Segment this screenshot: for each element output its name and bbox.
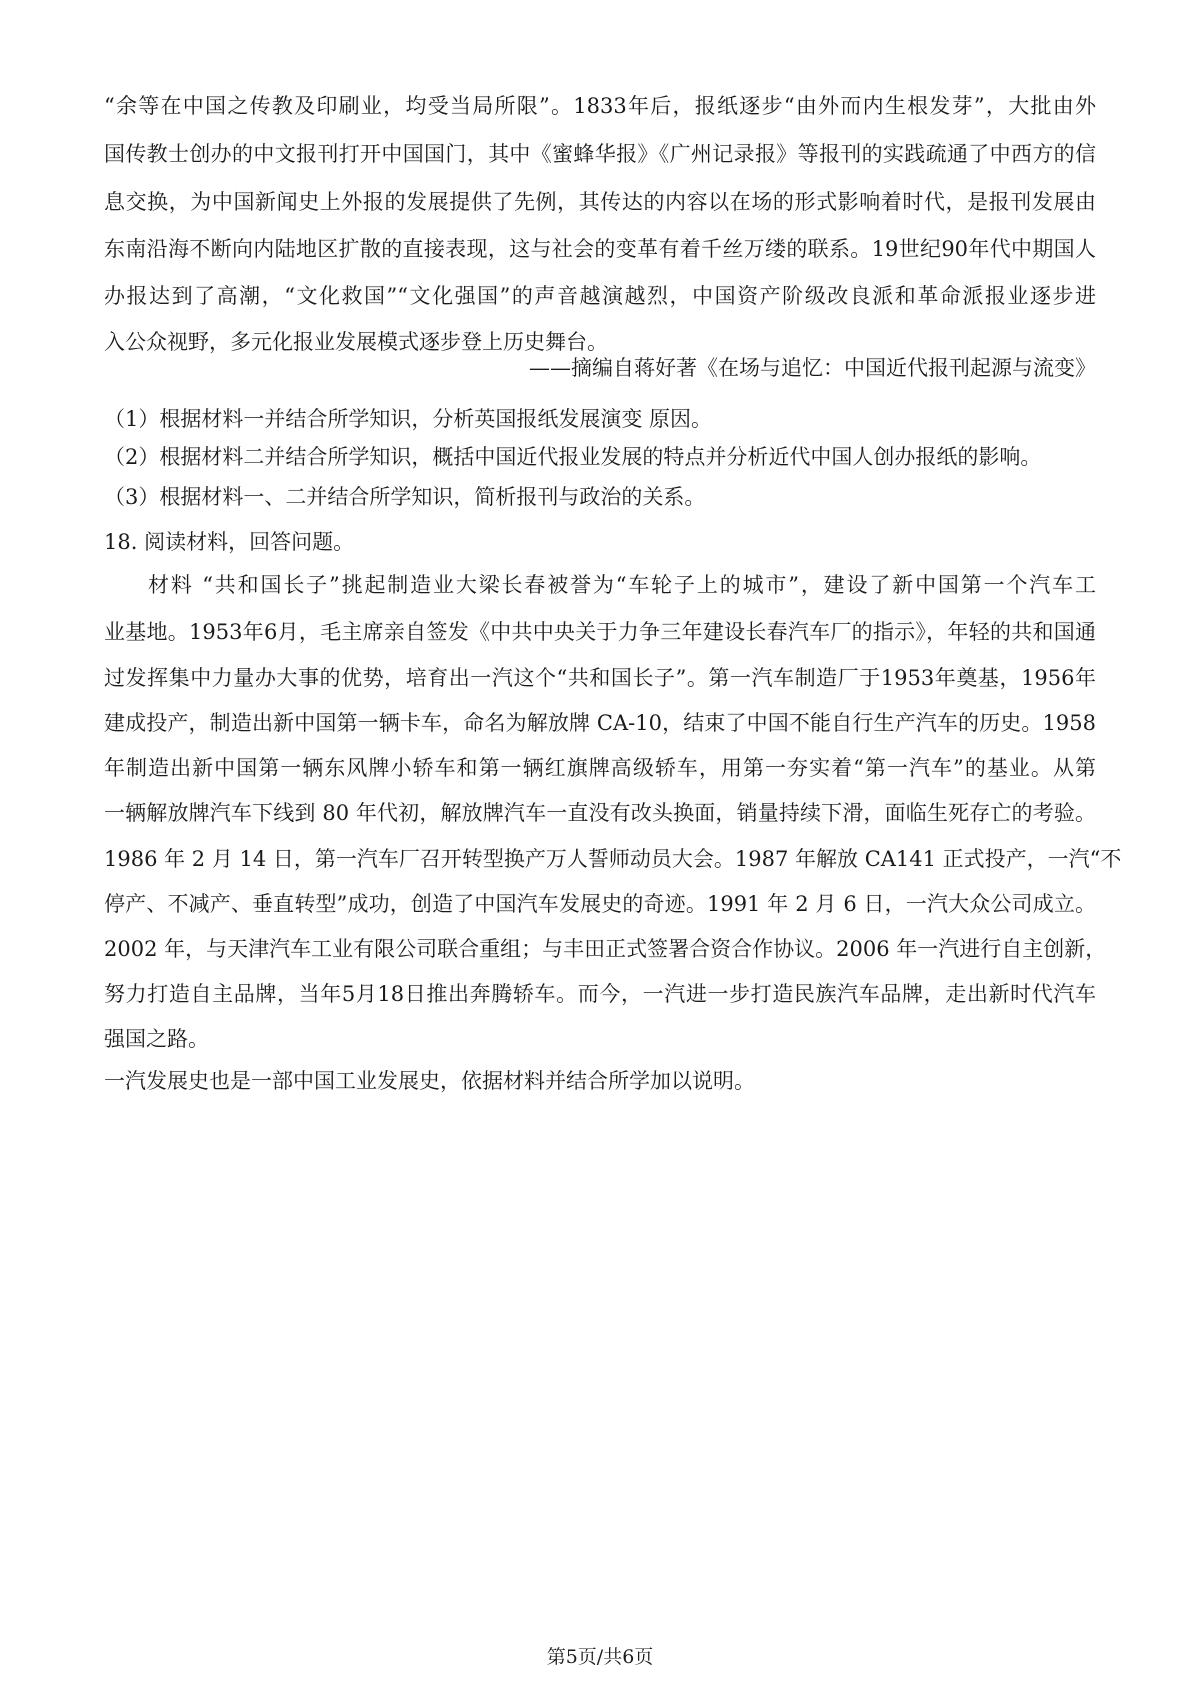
material-line: 1986 年 2 月 14 日，第一汽车厂召开转型换产万人誓师动员大会。1987 年解放 CA141 正式投产，一汽“不	[104, 847, 1122, 871]
material-line: 强国之路。	[104, 1027, 209, 1051]
material-line: 入公众视野，多元化报业发展模式逐步登上历史舞台。	[104, 330, 608, 354]
material-line: 业基地。1953年6月，毛主席亲自签发《中共中央关于力争三年建设长春汽车厂的指示》，年轻的共和国通	[104, 620, 1096, 644]
sub-question-2: （2）根据材料二并结合所学知识，概括中国近代报业发展的特点并分析近代中国人创办报纸的影响。	[104, 445, 1042, 469]
page-number: 第5页/共6页	[546, 1646, 654, 1668]
question-18-prompt: 一汽发展史也是一部中国工业发展史，依据材料并结合所学加以说明。	[104, 1069, 755, 1093]
question-18-heading: 18. 阅读材料，回答问题。	[104, 530, 355, 554]
material-line: 过发挥集中力量办大事的优势，培育出一汽这个“共和国长子”。第一汽车制造厂于1953年奠基，1956年	[104, 666, 1096, 690]
material-line: 一辆解放牌汽车下线到 80 年代初，解放牌汽车一直没有改头换面，销量持续下滑，面临生死存亡的考验。	[104, 801, 1096, 825]
material-line: 办报达到了高潮，“文化救国”“文化强国”的声音越演越烈，中国资产阶级改良派和革命派报业逐步进	[104, 284, 1096, 308]
material-line: 东南沿海不断向内陆地区扩散的直接表现，这与社会的变革有着千丝万缕的联系。19世纪90年代中期国人	[104, 237, 1096, 261]
material-line: 年制造出新中国第一辆东风牌小轿车和第一辆红旗牌高级轿车，用第一夯实着“第一汽车”的基业。从第	[104, 756, 1096, 780]
material-line: 息交换，为中国新闻史上外报的发展提供了先例，其传达的内容以在场的形式影响着时代，是报刊发展由	[104, 190, 1096, 214]
sub-question-1: （1）根据材料一并结合所学知识，分析英国报纸发展演变 原因。	[104, 407, 713, 431]
material-line: 国传教士创办的中文报刊打开中国国门，其中《蜜蜂华报》《广州记录报》等报刊的实践疏通了中西方的信	[104, 142, 1096, 166]
material-line: 材料 “共和国长子”挑起制造业大梁长春被誉为“车轮子上的城市”，建设了新中国第一个汽车工	[148, 573, 1096, 597]
source-citation: ——摘编自蒋好著《在场与追忆：中国近代报刊起源与流变》	[529, 356, 1096, 380]
material-line: 建成投产，制造出新中国第一辆卡车，命名为解放牌 CA-10，结束了中国不能自行生产汽车的历史。1958	[104, 711, 1096, 735]
sub-question-3: （3）根据材料一、二并结合所学知识，简析报刊与政治的关系。	[104, 485, 706, 509]
material-line: 努力打造自主品牌，当年5月18日推出奔腾轿车。而今，一汽进一步打造民族汽车品牌，走出新时代汽车	[104, 982, 1096, 1006]
material-line: 停产、不减产、垂直转型”成功，创造了中国汽车发展史的奇迹。1991 年 2 月 6 日，一汽大众公司成立。	[104, 892, 1096, 916]
material-line: “余等在中国之传教及印刷业，均受当局所限”。1833年后，报纸逐步“由外而内生根发芽”，大批由外	[104, 94, 1096, 118]
material-line: 2002 年，与天津汽车工业有限公司联合重组；与丰田正式签署合资合作协议。2006 年一汽进行自主创新，	[104, 937, 1107, 961]
